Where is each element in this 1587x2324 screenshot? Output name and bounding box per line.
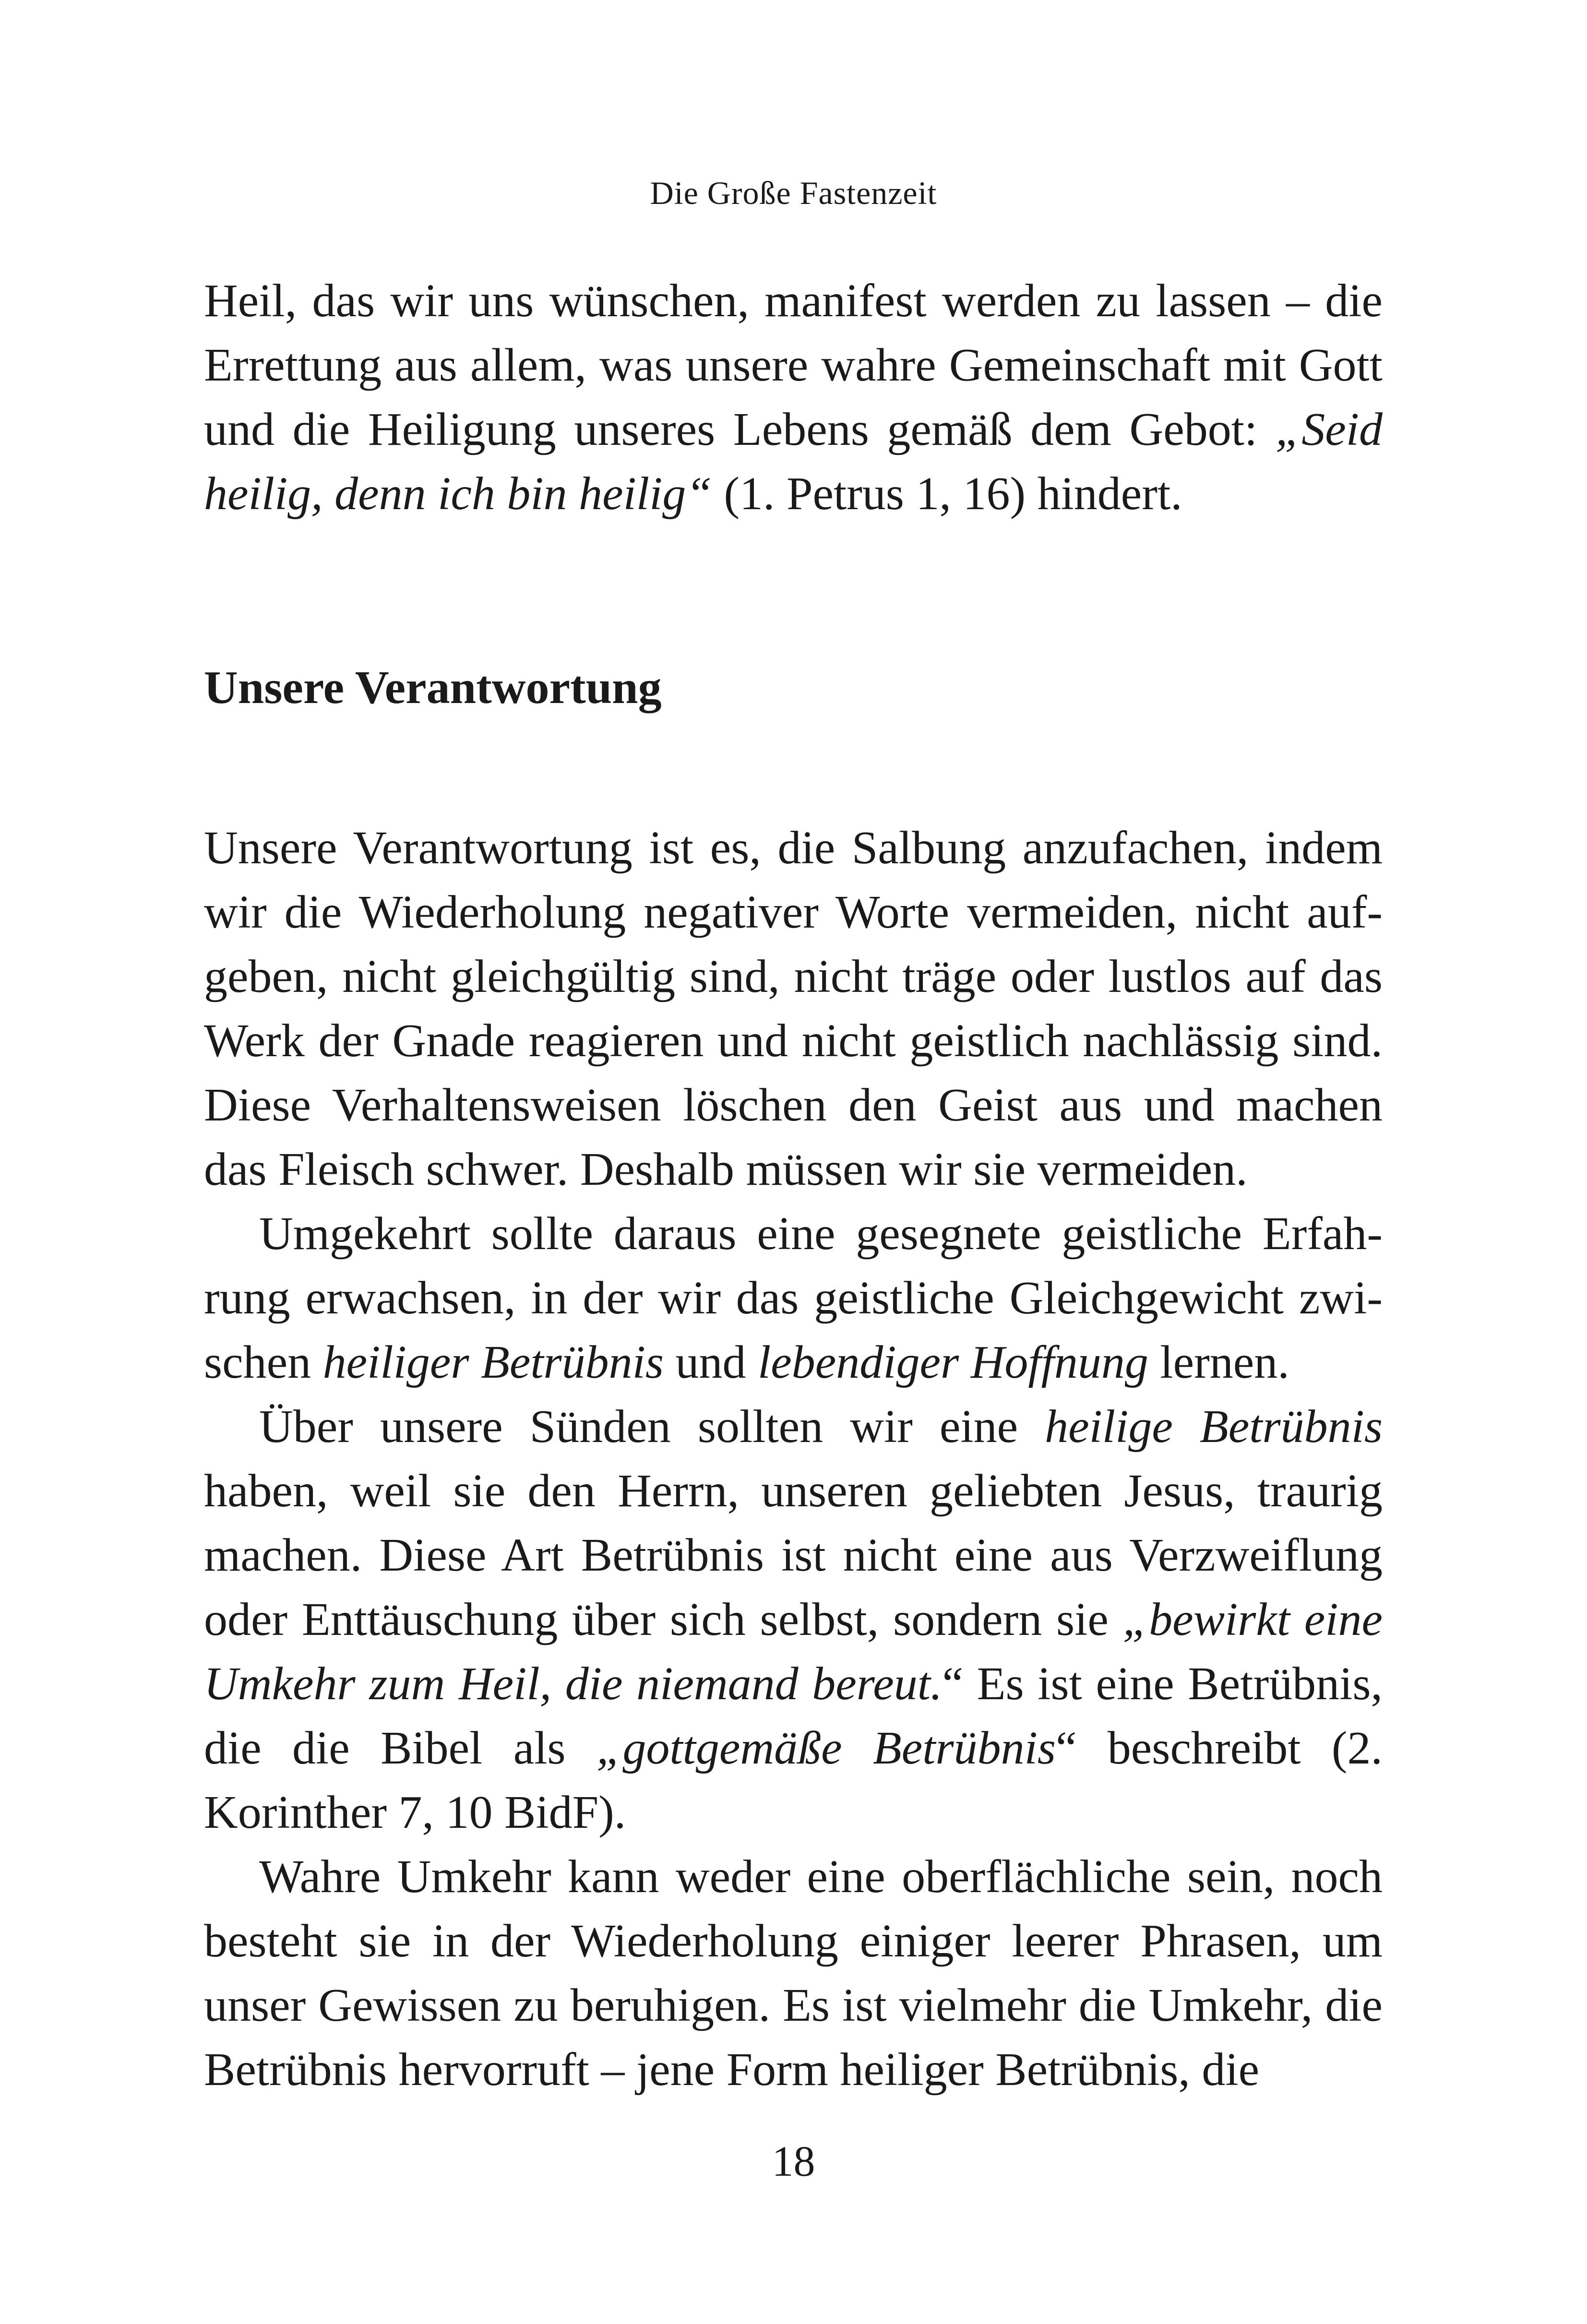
italic-phrase: „gottgemäße Betrübnis xyxy=(596,1722,1056,1774)
italic-phrase: lebendiger Hoffnung xyxy=(758,1336,1148,1388)
italic-phrase: heilige Betrübnis xyxy=(1045,1401,1383,1453)
paragraph-text: lernen. xyxy=(1148,1336,1289,1388)
paragraph-text: haben, weil sie den Herrn, unseren geliebten Jesus, traurig machen. Diese Art Betrübnis ist nicht eine aus Verzweiflung oder Enttäuschung über sich selbst, sondern sie xyxy=(204,1465,1383,1645)
paragraph xyxy=(204,1202,1383,1394)
bible-quote: „Seid heilig, denn ich bin heilig“ xyxy=(204,404,1383,520)
paragraph-text: (1. Petrus 1, 16) hindert. xyxy=(712,468,1182,520)
paragraph-text: Heil, das wir uns wünschen, manifest werden zu lassen – die Errettung aus allem, was unsere wahre Gemeinschaft mit Gott und die Heiligung unseres Lebens gemäß dem Gebot: xyxy=(204,275,1383,455)
page-number: 18 xyxy=(772,2138,815,2185)
paragraph: Wahre Umkehr kann weder eine oberflächliche sein, noch besteht sie in der Wiederholung einiger leerer Phrasen, um unser Gewissen zu beruhigen. Es ist vielmehr die Umkehr, die Betrübnis hervorruft – jene Form heiliger Betrübnis, die xyxy=(204,1851,1383,2096)
section-heading: Unsere Verantwortung xyxy=(204,662,662,714)
running-head: Die Große Fastenzeit xyxy=(650,175,937,211)
body-text xyxy=(204,269,1383,2102)
paragraph-text: und xyxy=(664,1336,758,1388)
paragraph xyxy=(204,1394,1383,1845)
paragraph-continued xyxy=(204,269,1383,526)
paragraph-text: “ beschreibt (2. Korinther 7, 10 BidF). xyxy=(204,1722,1383,1838)
paragraph: Unsere Verantwortung ist es, die Salbung anzufachen, indem wir die Wiederholung negativer Worte vermeiden, nicht aufgeben, nicht gleichgültig sind, nicht träge oder lustlos auf das Werk der Gnade reagieren und nicht geistlich nachlässig sind. Diese Verhaltensweisen löschen den Geist aus und machen das Fleisch schwer. Deshalb müssen wir sie vermeiden. xyxy=(204,822,1383,1195)
italic-phrase: heiliger Betrübnis xyxy=(322,1336,664,1388)
paragraph-text: Umgekehrt sollte daraus eine gesegnete geistliche Erfahrung erwachsen, in der wir das geistliche Gleichgewicht zwischen xyxy=(204,1208,1383,1388)
paragraph-text: “ Es ist eine Betrübnis, die die Bibel als xyxy=(204,1658,1383,1774)
bible-quote: „bewirkt eine Umkehr zum Heil, die niemand bereut. xyxy=(204,1594,1383,1710)
paragraph-text: Über unsere Sünden sollten wir eine xyxy=(259,1401,1045,1453)
